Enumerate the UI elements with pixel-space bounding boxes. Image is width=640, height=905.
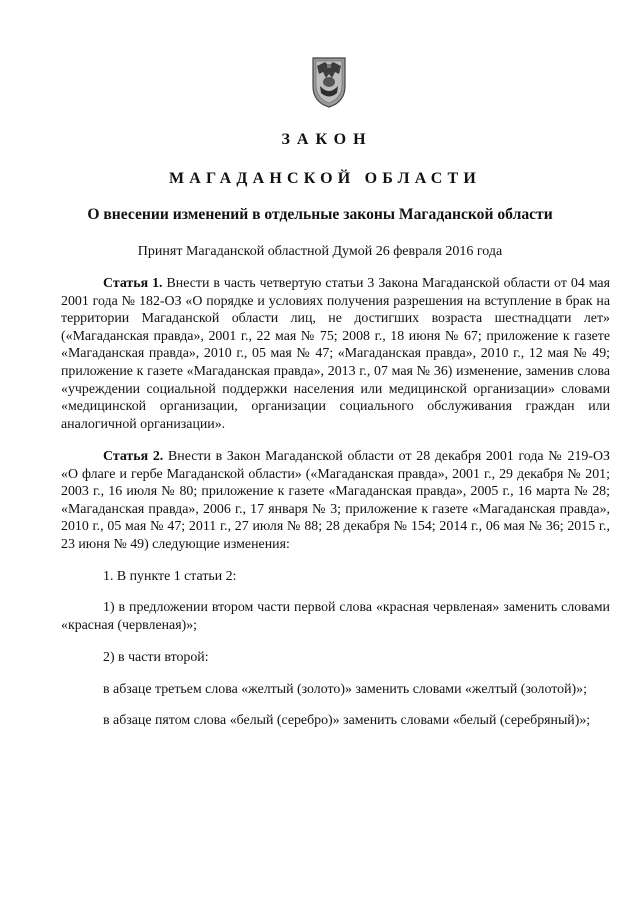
law-body: [61, 275, 610, 730]
article-2-label: Статья 2.: [103, 448, 164, 464]
law-heading: ЗАКОН: [281, 131, 373, 148]
article-2-text: Внести в Закон Магаданской области от 28 декабря 2001 года № 219-ОЗ «О флаге и гербе Магаданской области» («Магаданская правда», 2001 г., 29 декабря № 201; 2003 г., 16 июля № 80; приложение к газете «Магаданская правда», 2005 г., 16 марта № 28; «Магаданская правда», 2006 г., 17 января № 3; приложение к газете «Магаданская правда», 2010 г., 05 мая № 47; 2011 г., 27 июля № 88; 28 декабря № 154; 2014 г., 06 мая № 36; 2015 г., 23 июня № 49) следующие изменения:: [61, 448, 610, 552]
region-heading: МАГАДАНСКОЙ ОБЛАСТИ: [168, 170, 482, 187]
law-subject-title: О внесении изменений в отдельные законы Магаданской области: [87, 206, 553, 223]
item-paragraph-5: в абзаце пятом слова «белый (серебро)» заменить словами «белый (серебряный)»;: [103, 713, 591, 729]
article-1-paragraph: [61, 275, 610, 433]
coat-of-arms-emblem: [311, 56, 347, 108]
adoption-note: Принят Магаданской областной Думой 26 февраля 2016 года: [137, 244, 503, 259]
item-subpoint-2: 2) в части второй:: [103, 649, 209, 665]
item-subpoint-1: 1) в предложении втором части первой слова «красная червленая» заменить словами «красная (червленая)»;: [61, 600, 610, 634]
item-paragraph-3: в абзаце третьем слова «желтый (золото)» заменить словами «желтый (золотой)»;: [103, 681, 587, 697]
article-2-paragraph: [61, 448, 610, 554]
article-1-label: Статья 1.: [103, 276, 163, 291]
article-1-text: Внести в часть четвертую статьи 3 Закона Магаданской области от 04 мая 2001 года № 182-ОЗ «О порядке и условиях получения разрешения на вступление в брак на территории Магаданской области лиц, не достигших возраста шестнадцати лет» («Магаданская правда», 2001 г., 22 мая № 75; 2008 г., 18 июня № 67; приложение к газете «Магаданская правда», 2010 г., 05 мая № 47; «Магаданская правда», 2010 г., 12 мая № 49; приложение к газете «Магаданская правда», 2013 г., 07 мая № 36) изменение, заменив слова «учреждении социальной поддержки населения или медицинской организации» словами «медицинской организации, организации социального обслуживания граждан или аналогичной организации».: [61, 276, 610, 432]
item-point-1: 1. В пункте 1 статьи 2:: [103, 568, 237, 584]
